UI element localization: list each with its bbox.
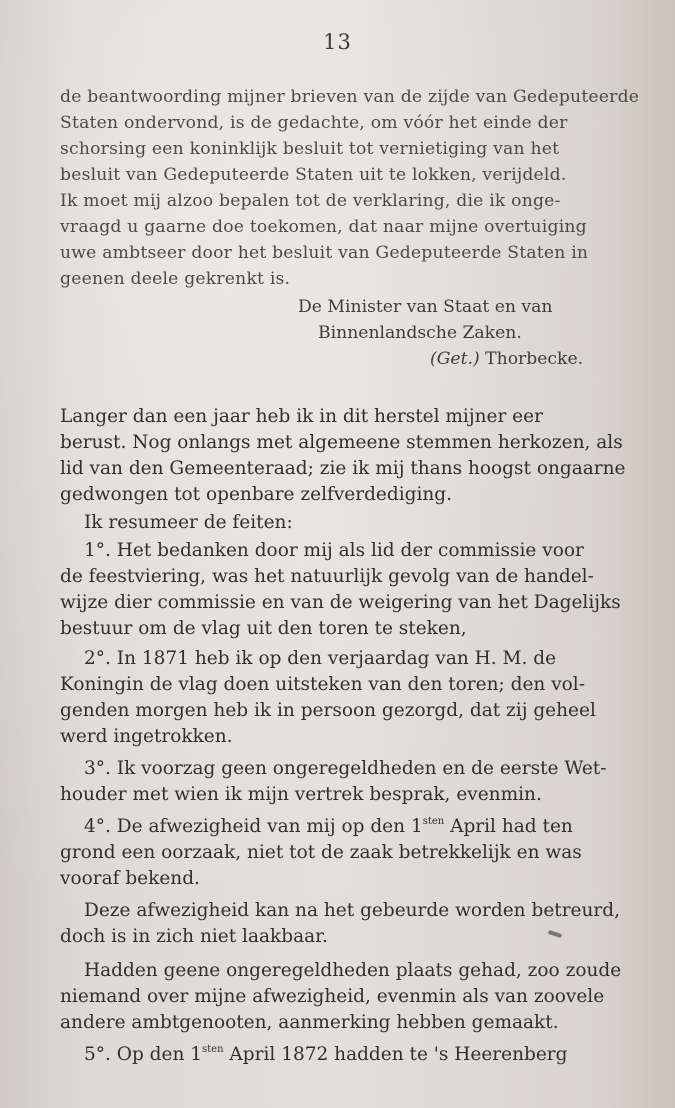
text-line: doch is in zich niet laakbaar. xyxy=(60,926,328,947)
ordinal-suffix: sten xyxy=(202,1044,224,1055)
text-line: Staten ondervond, is de gedachte, om vóór het einde der xyxy=(60,113,568,133)
get-label: (Get.) xyxy=(430,349,480,369)
page-number: 13 xyxy=(323,30,352,54)
text-line: uwe ambtseer door het besluit van Gedeputeerde Staten in xyxy=(60,243,589,263)
text-line: Ik resumeer de feiten: xyxy=(84,512,293,533)
text-line: Deze afwezigheid kan na het gebeurde worden betreurd, xyxy=(84,900,620,921)
text-line: 2°. In 1871 heb ik op den verjaardag van H. M. de xyxy=(84,648,557,669)
text-line: wijze dier commissie en van de weigering van het Dagelijks xyxy=(60,592,621,613)
text-line: houder met wien ik mijn vertrek besprak, evenmin. xyxy=(60,784,542,805)
text-line: 1°. Het bedanken door mij als lid der commissie voor xyxy=(84,540,584,561)
text-line: geenen deele gekrenkt is. xyxy=(60,269,291,289)
text-line: Langer dan een jaar heb ik in dit herstel mijner eer xyxy=(60,406,543,427)
text-line: gedwongen tot openbare zelfverdediging. xyxy=(60,484,453,505)
text-line xyxy=(84,814,573,840)
text-line: Koningin de vlag doen uitsteken van den toren; den vol- xyxy=(60,674,585,695)
text-line: vooraf bekend. xyxy=(60,868,200,889)
fact-4-text-end: April had ten xyxy=(444,816,573,837)
text-line: 3°. Ik voorzag geen ongeregeldheden en de eerste Wet- xyxy=(84,758,607,779)
text-line: grond een oorzaak, niet tot de zaak betrekkelijk en was xyxy=(60,842,582,863)
signature-title-line: De Minister van Staat en van xyxy=(298,297,553,317)
text-line: berust. Nog onlangs met algemeene stemmen herkozen, als xyxy=(60,432,623,453)
fact-4-text-start: 4°. De afwezigheid van mij op den 1 xyxy=(84,816,423,837)
signature-name-line xyxy=(430,346,583,372)
fact-5-text-end: April 1872 hadden te 's Heerenberg xyxy=(223,1044,568,1065)
text-line: besluit van Gedeputeerde Staten uit te lokken, verijdeld. xyxy=(60,165,567,185)
text-line xyxy=(84,1042,567,1068)
fact-5-text-start: 5°. Op den 1 xyxy=(84,1044,203,1065)
text-line: lid van den Gemeenteraad; zie ik mij thans hoogst ongaarne xyxy=(60,458,626,479)
ordinal-suffix: sten xyxy=(422,816,445,827)
text-line: genden morgen heb ik in persoon gezorgd, dat zij geheel xyxy=(60,700,596,721)
signatory-name: Thorbecke. xyxy=(485,349,584,369)
text-line: vraagd u gaarne doe toekomen, dat naar mijne overtuiging xyxy=(60,217,587,237)
text-line: werd ingetrokken. xyxy=(60,726,233,747)
text-line: andere ambtgenooten, aanmerking hebben gemaakt. xyxy=(60,1012,559,1033)
text-line: schorsing een koninklijk besluit tot vernietiging van het xyxy=(60,139,560,159)
text-line: niemand over mijne afwezigheid, evenmin als van zoovele xyxy=(60,986,605,1007)
text-line: Ik moet mij alzoo bepalen tot de verklaring, die ik onge- xyxy=(60,191,561,211)
signature-title-line: Binnenlandsche Zaken. xyxy=(318,323,522,343)
text-line: de feestviering, was het natuurlijk gevolg van de handel- xyxy=(60,566,594,587)
text-line: bestuur om de vlag uit den toren te steken, xyxy=(60,618,467,639)
text-line: de beantwoording mijner brieven van de zijde van Gedeputeerde xyxy=(60,87,640,107)
ink-mark xyxy=(548,930,563,938)
text-line: Hadden geene ongeregeldheden plaats gehad, zoo zoude xyxy=(84,960,622,981)
